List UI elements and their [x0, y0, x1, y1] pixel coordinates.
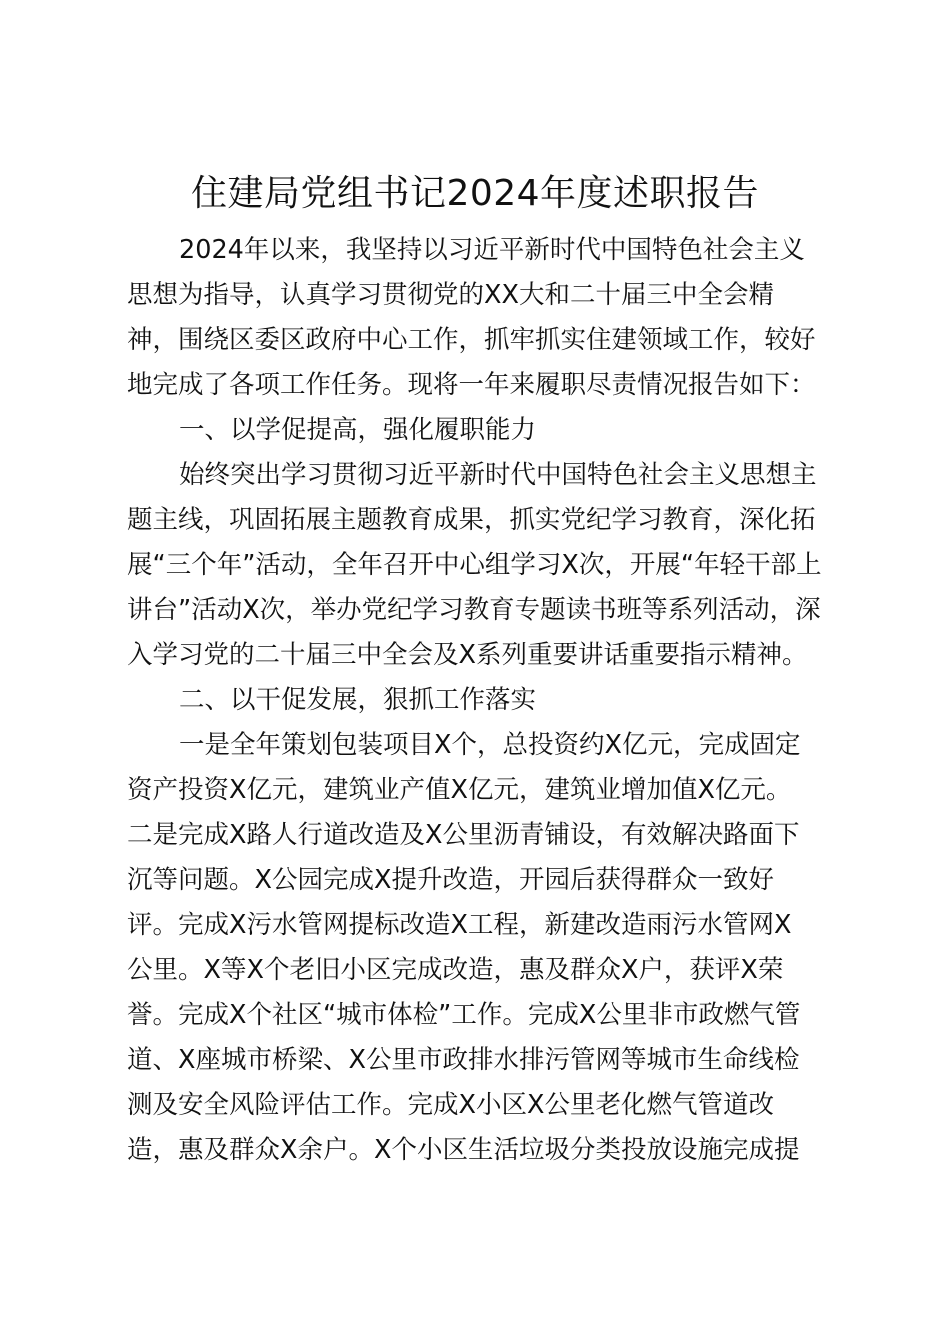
body-line: 一是全年策划包装项目X个，总投资约X亿元，完成固定 [179, 730, 801, 760]
body-line: 二是完成X路人行道改造及X公里沥青铺设，有效解决路面下 [127, 820, 800, 850]
section-heading: 二、以干促发展，狠抓工作落实 [179, 685, 537, 715]
body-line: 神，围绕区委区政府中心工作，抓牢抓实住建领域工作，较好 [127, 325, 816, 355]
body-line: 誉。完成X个社区“城市体检”工作。完成X公里非市政燃气管 [127, 1000, 801, 1030]
body-line: 讲台”活动X次，举办党纪学习教育专题读书班等系列活动，深 [127, 595, 821, 625]
body-line: 评。完成X污水管网提标改造X工程，新建改造雨污水管网X [127, 910, 792, 940]
body-line: 始终突出学习贯彻习近平新时代中国特色社会主义思想主 [179, 460, 817, 490]
section-heading: 一、以学促提高，强化履职能力 [179, 415, 537, 445]
body-line: 公里。X等X个老旧小区完成改造，惠及群众X户，获评X荣 [127, 955, 784, 985]
body-line: 测及安全风险评估工作。完成X小区X公里老化燃气管道改 [127, 1090, 774, 1120]
body-line: 2024年以来，我坚持以习近平新时代中国特色社会主义 [179, 235, 805, 265]
body-line: 展“三个年”活动，全年召开中心组学习X次，开展“年轻干部上 [127, 550, 822, 580]
body-line: 沉等问题。X公园完成X提升改造，开园后获得群众一致好 [127, 865, 774, 895]
document-title: 住建局党组书记2024年度述职报告 [190, 173, 760, 214]
body-line: 道、X座城市桥梁、X公里市政排水排污管网等城市生命线检 [127, 1045, 800, 1075]
body-line: 题主线，巩固拓展主题教育成果，抓实党纪学习教育，深化拓 [127, 505, 816, 535]
body-line: 造，惠及群众X余户。X个小区生活垃圾分类投放设施完成提 [127, 1135, 800, 1165]
body-line: 地完成了各项工作任务。现将一年来履职尽责情况报告如下： [127, 370, 816, 400]
document-body [127, 228, 847, 1173]
body-line: 资产投资X亿元，建筑业产值X亿元，建筑业增加值X亿元。 [127, 775, 792, 805]
body-line: 入学习党的二十届三中全会及X系列重要讲话重要指示精神。 [127, 640, 808, 670]
body-line: 思想为指导，认真学习贯彻党的XX大和二十届三中全会精 [127, 280, 774, 310]
